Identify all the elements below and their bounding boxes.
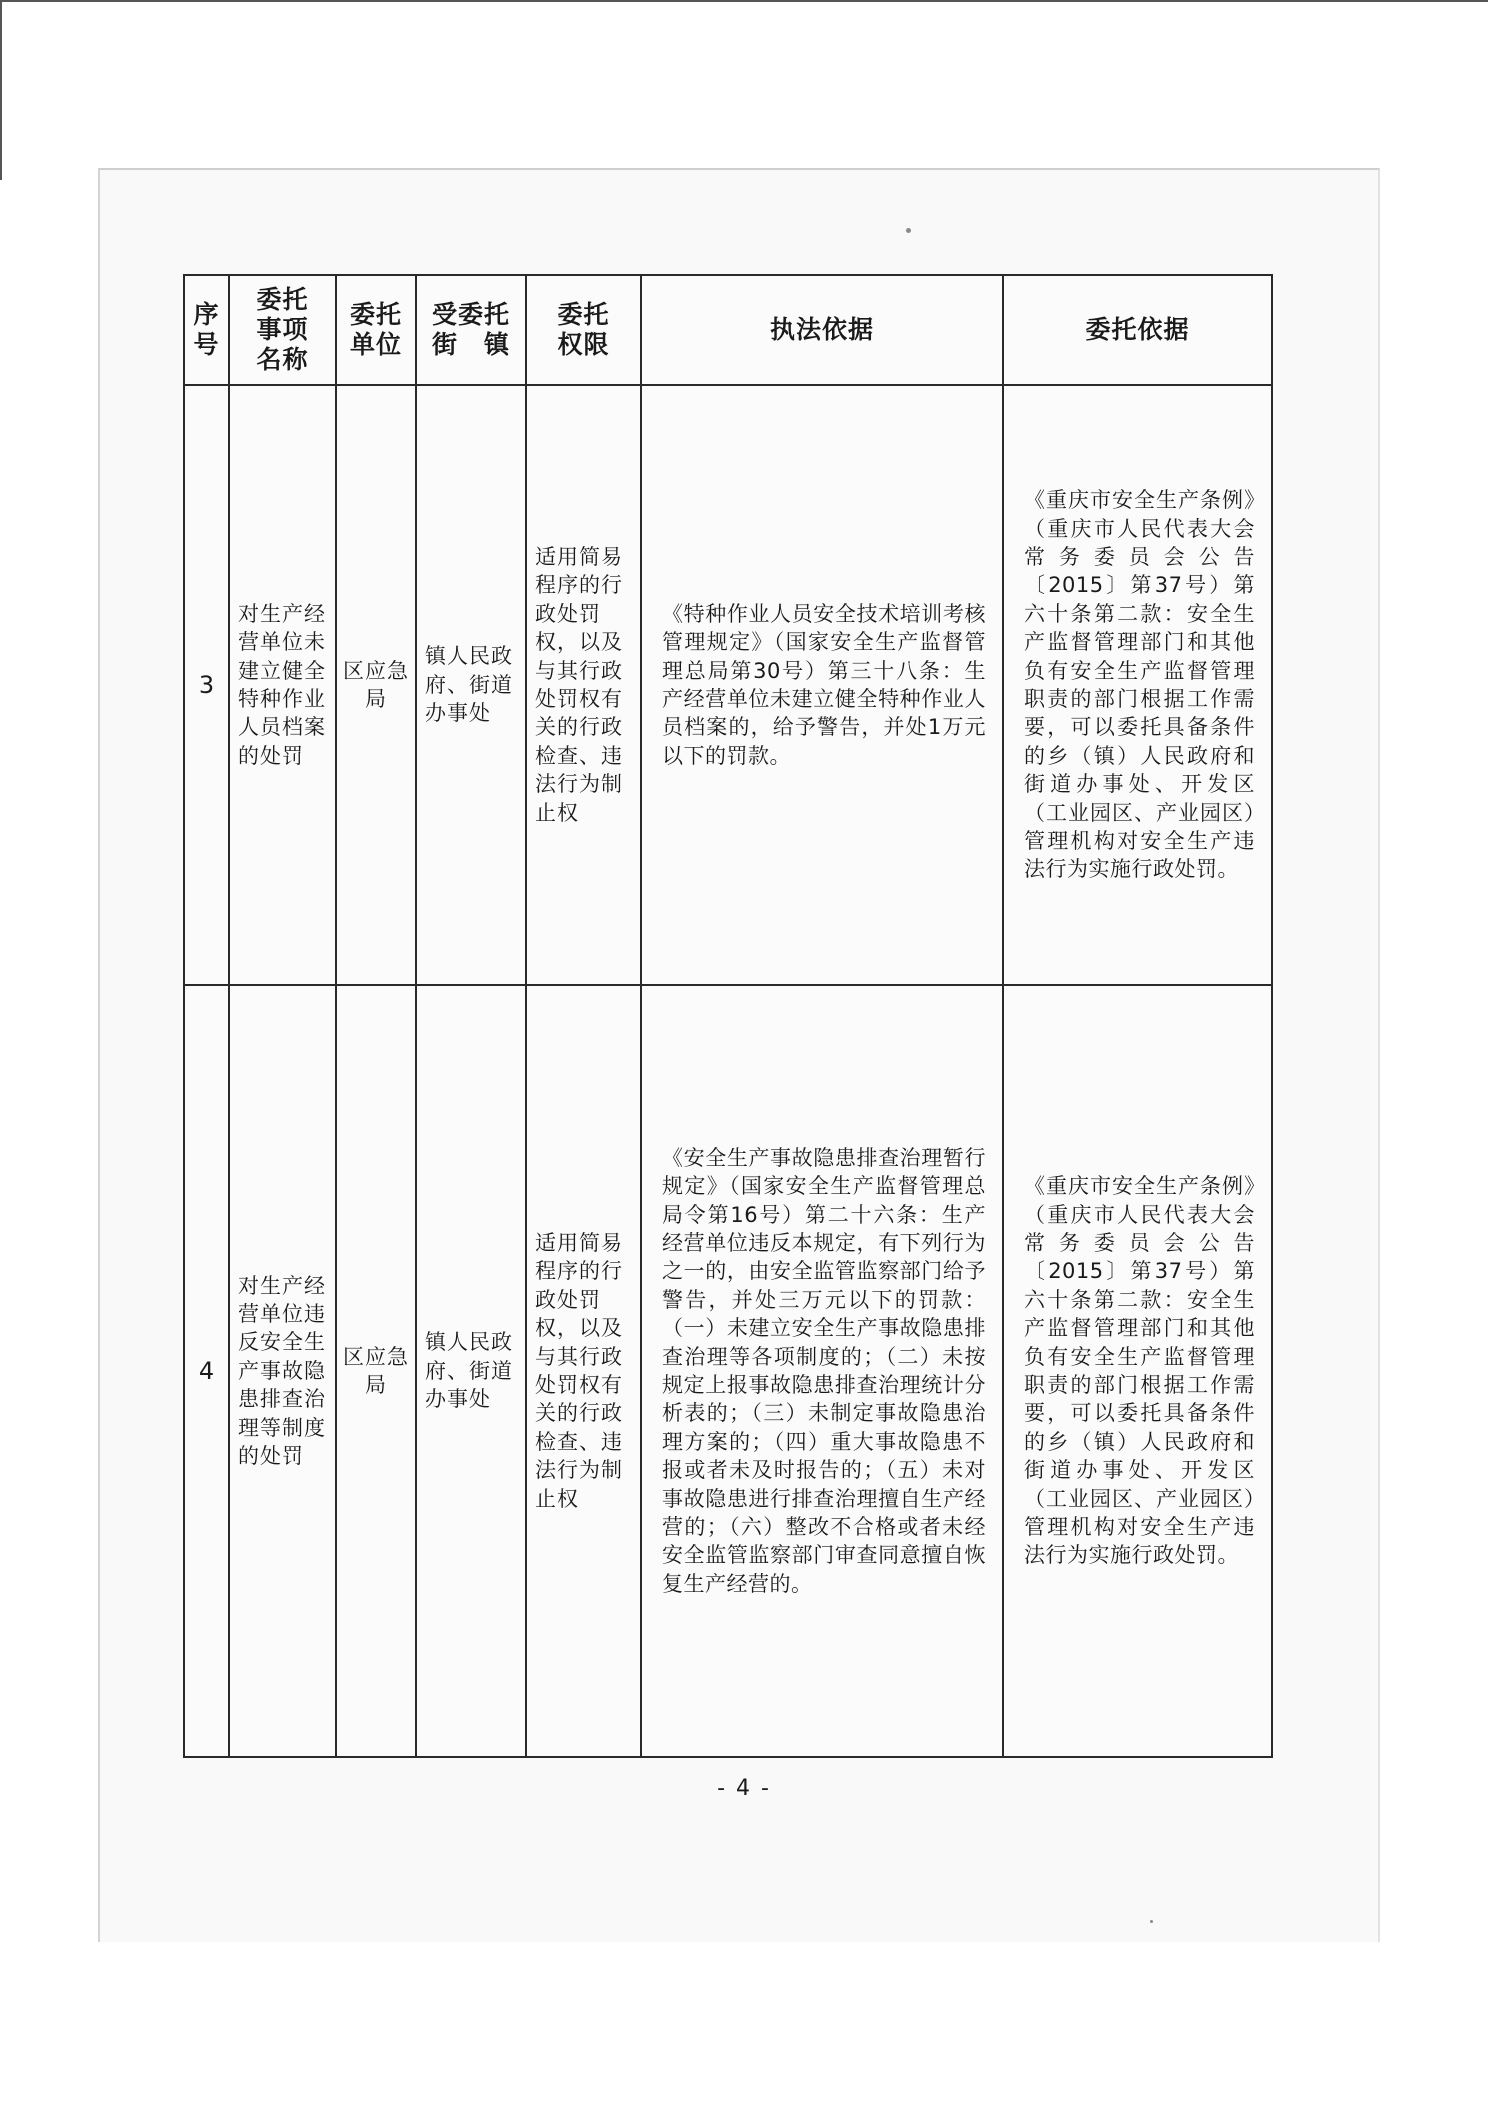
row-delegated-town: 镇人民政府、街道办事处 — [416, 985, 526, 1757]
row-authority: 适用简易程序的行政处罚权，以及与其行政处罚权有关的行政检查、违法行为制止权 — [526, 385, 641, 985]
header-delegation-basis: 委托依据 — [1003, 275, 1272, 385]
row-delegation-basis: 《重庆市安全生产条例》（重庆市人民代表大会常务委员会公告〔2015〕第37号）第六十条第二款：安全生产监督管理部门和其他负有安全生产监督管理职责的部门根据工作需要，可以委托具备条件的乡（镇）人民政府和街道办事处、开发区（工业园区、产业园区）管理机构对安全生产违法行为实施行政处罚。 — [1003, 985, 1272, 1757]
header-enforcement-basis: 执法依据 — [641, 275, 1003, 385]
table-row — [184, 985, 1272, 1757]
row-item-name: 对生产经营单位未建立健全特种作业人员档案的处罚 — [229, 385, 336, 985]
header-delegated-town: 受委托 街 镇 — [416, 275, 526, 385]
row-item-name: 对生产经营单位违反安全生产事故隐患排查治理等制度的处罚 — [229, 985, 336, 1757]
header-delegating-unit: 委托 单位 — [336, 275, 416, 385]
row-enforcement-basis: 《特种作业人员安全技术培训考核管理规定》（国家安全生产监督管理总局第30号）第三十八条：生产经营单位未建立健全特种作业人员档案的，给予警告，并处1万元以下的罚款。 — [641, 385, 1003, 985]
scan-speck — [1150, 1920, 1153, 1923]
delegation-table — [183, 274, 1273, 1758]
scan-border-top — [0, 0, 1488, 2]
row-authority: 适用简易程序的行政处罚权，以及与其行政处罚权有关的行政检查、违法行为制止权 — [526, 985, 641, 1757]
row-enforcement-basis: 《安全生产事故隐患排查治理暂行规定》（国家安全生产监督管理总局令第16号）第二十六条：生产经营单位违反本规定，有下列行为之一的，由安全监管监察部门给予警告，并处三万元以下的罚款：（一）未建立安全生产事故隐患排查治理等各项制度的；（二）未按规定上报事故隐患排查治理统计分析表的；（三）未制定事故隐患治理方案的；（四）重大事故隐患不报或者未及时报告的；（五）未对事故隐患进行排查治理擅自生产经营的；（六）整改不合格或者未经安全监管监察部门审查同意擅自恢复生产经营的。 — [641, 985, 1003, 1757]
table-header-row — [184, 275, 1272, 385]
header-item-name: 委托 事项 名称 — [229, 275, 336, 385]
row-delegated-town: 镇人民政府、街道办事处 — [416, 385, 526, 985]
scan-speck — [906, 228, 911, 233]
header-authority: 委托 权限 — [526, 275, 641, 385]
row-delegating-unit: 区应急局 — [336, 985, 416, 1757]
row-delegation-basis: 《重庆市安全生产条例》（重庆市人民代表大会常务委员会公告〔2015〕第37号）第六十条第二款：安全生产监督管理部门和其他负有安全生产监督管理职责的部门根据工作需要，可以委托具备条件的乡（镇）人民政府和街道办事处、开发区（工业园区、产业园区）管理机构对安全生产违法行为实施行政处罚。 — [1003, 385, 1272, 985]
scan-border-left — [0, 0, 2, 180]
table-row — [184, 385, 1272, 985]
row-seq: 3 — [184, 385, 229, 985]
header-seq: 序 号 — [184, 275, 229, 385]
page-number: - 4 - — [717, 1776, 771, 1801]
row-delegating-unit: 区应急局 — [336, 385, 416, 985]
row-seq: 4 — [184, 985, 229, 1757]
